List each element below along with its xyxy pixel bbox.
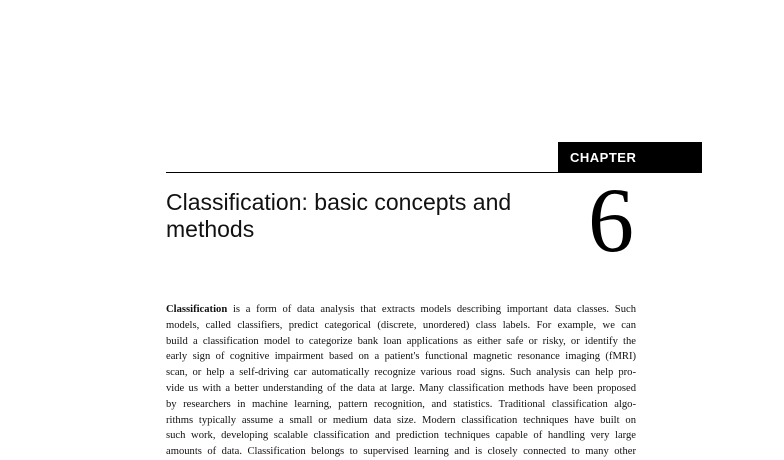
body-line: such work, developing scalable classification and prediction techniques capable of handling very large bbox=[166, 430, 636, 442]
chapter-label: CHAPTER bbox=[570, 150, 637, 165]
chapter-number: 6 bbox=[588, 169, 634, 271]
lead-term: Classification bbox=[166, 304, 228, 315]
body-line: by researchers in machine learning, pattern recognition, and statistics. Traditional classification algo- bbox=[166, 398, 636, 410]
chapter-title: Classification: basic concepts and methods bbox=[166, 189, 512, 242]
body-line: early sign of cognitive impairment based on a patient's functional magnetic resonance imaging (fMRI) bbox=[166, 351, 636, 363]
body-paragraph bbox=[166, 302, 636, 460]
body-line: amounts of data. Classification belongs to supervised learning and is closely connected to many other bbox=[166, 446, 636, 458]
body-line: rithms typically assume a small or medium data size. Modern classification techniques have built on bbox=[166, 414, 636, 426]
body-line bbox=[166, 302, 636, 318]
body-line: vide us with a better understanding of the data at large. Many classification methods have been proposed bbox=[166, 382, 636, 394]
body-line-text: is a form of data analysis that extracts models describing important data classes. Such bbox=[227, 304, 636, 315]
body-line: build a classification model to categorize bank loan applications as either safe or risky, or identify the bbox=[166, 335, 636, 347]
body-line: models, called classifiers, predict categorical (discrete, unordered) class labels. For example, we can bbox=[166, 319, 636, 331]
title-rule bbox=[166, 172, 558, 173]
body-line: scan, or help a self-driving car automatically recognize various road signs. Such analysis can help pro- bbox=[166, 367, 636, 379]
